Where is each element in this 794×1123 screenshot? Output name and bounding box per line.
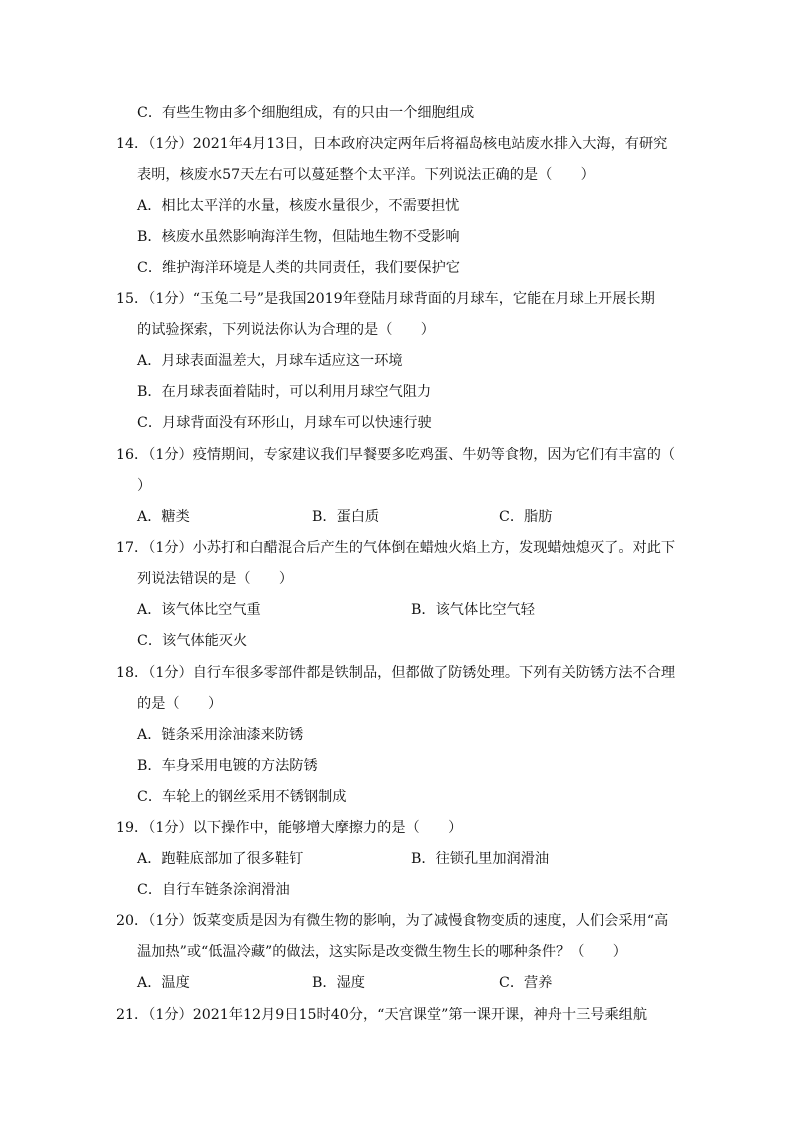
question-18-stem-line-2: 的是（ ） [137,696,223,712]
option-c: C．营养 [499,975,553,991]
option-a: A．相比太平洋的水量，核废水量很少，不需要担忧 [137,198,460,214]
option-a: A．该气体比空气重 [137,602,261,618]
option-b: B．该气体比空气轻 [411,602,535,618]
question-15-stem-line-1: 15．（1分）“玉兔二号”是我国2019年登陆月球背面的月球车，它能在月球上开展长期 [116,291,655,307]
option-c: C．自行车链条涂润滑油 [137,882,290,898]
question-17-stem-line-1: 17．（1分）小苏打和白醋混合后产生的气体倒在蜡烛火焰上方，发现蜡烛熄灭了。对此下 [116,540,676,556]
option-c: C．该气体能灭火 [137,633,248,649]
option-b: B．往锁孔里加润滑油 [411,851,550,867]
option-a: A．糖类 [137,509,190,525]
option-a: A．跑鞋底部加了很多鞋钉 [137,851,304,867]
question-14-stem-line-2: 表明，核废水57天左右可以蔓延整个太平洋。下列说法正确的是（ ） [137,167,595,183]
option-b: B．核废水虽然影响海洋生物，但陆地生物不受影响 [137,229,460,245]
option-a: A．月球表面温差大，月球车适应这一环境 [137,353,403,369]
option-b: B．在月球表面着陆时，可以利用月球空气阻力 [137,384,432,400]
question-18-stem-line-1: 18．（1分）自行车很多零部件都是铁制品，但都做了防锈处理。下列有关防锈方法不合理 [116,665,676,681]
option-b: B．车身采用电镀的方法防锈 [137,758,318,774]
question-14-stem-line-1: 14．（1分）2021年4月13日，日本政府决定两年后将福岛核电站废水排入大海，有研究 [116,136,668,152]
option-a: A．温度 [137,975,190,991]
question-16-stem-line-1: 16．（1分）疫情期间，专家建议我们早餐要多吃鸡蛋、牛奶等食物，因为它们有丰富的（ [116,447,676,463]
option-c: C．维护海洋环境是人类的共同责任，我们要保护它 [137,260,460,276]
question-15-stem-line-2: 的试验探索，下列说法你认为合理的是（ ） [137,322,435,338]
option-c: C．脂肪 [499,509,553,525]
option-b: B．蛋白质 [312,509,380,525]
question-16-stem-line-2: ） [137,478,152,494]
question-20-stem-line-1: 20．（1分）饭菜变质是因为有微生物的影响，为了减慢食物变质的速度，人们会采用“高 [116,913,669,929]
option-a: A．链条采用涂油漆来防锈 [137,727,304,743]
option-b: B．湿度 [312,975,365,991]
question-17-stem-line-2: 列说法错误的是（ ） [137,571,294,587]
question-21-stem-line-1: 21．（1分）2021年12月9日15时40分，“天宫课堂”第一课开课，神舟十三号乘组航 [116,1007,648,1023]
option-c: C．有些生物由多个细胞组成，有的只由一个细胞组成 [137,105,475,121]
option-c: C．车轮上的钢丝采用不锈钢制成 [137,789,347,805]
question-20-stem-line-2: 温加热”或“低温冷藏”的做法，这实际是改变微生物生长的哪种条件？（ ） [137,944,627,960]
option-c: C．月球背面没有环形山，月球车可以快速行驶 [137,415,432,431]
question-19-stem-line-1: 19．（1分）以下操作中，能够增大摩擦力的是（ ） [116,820,463,836]
